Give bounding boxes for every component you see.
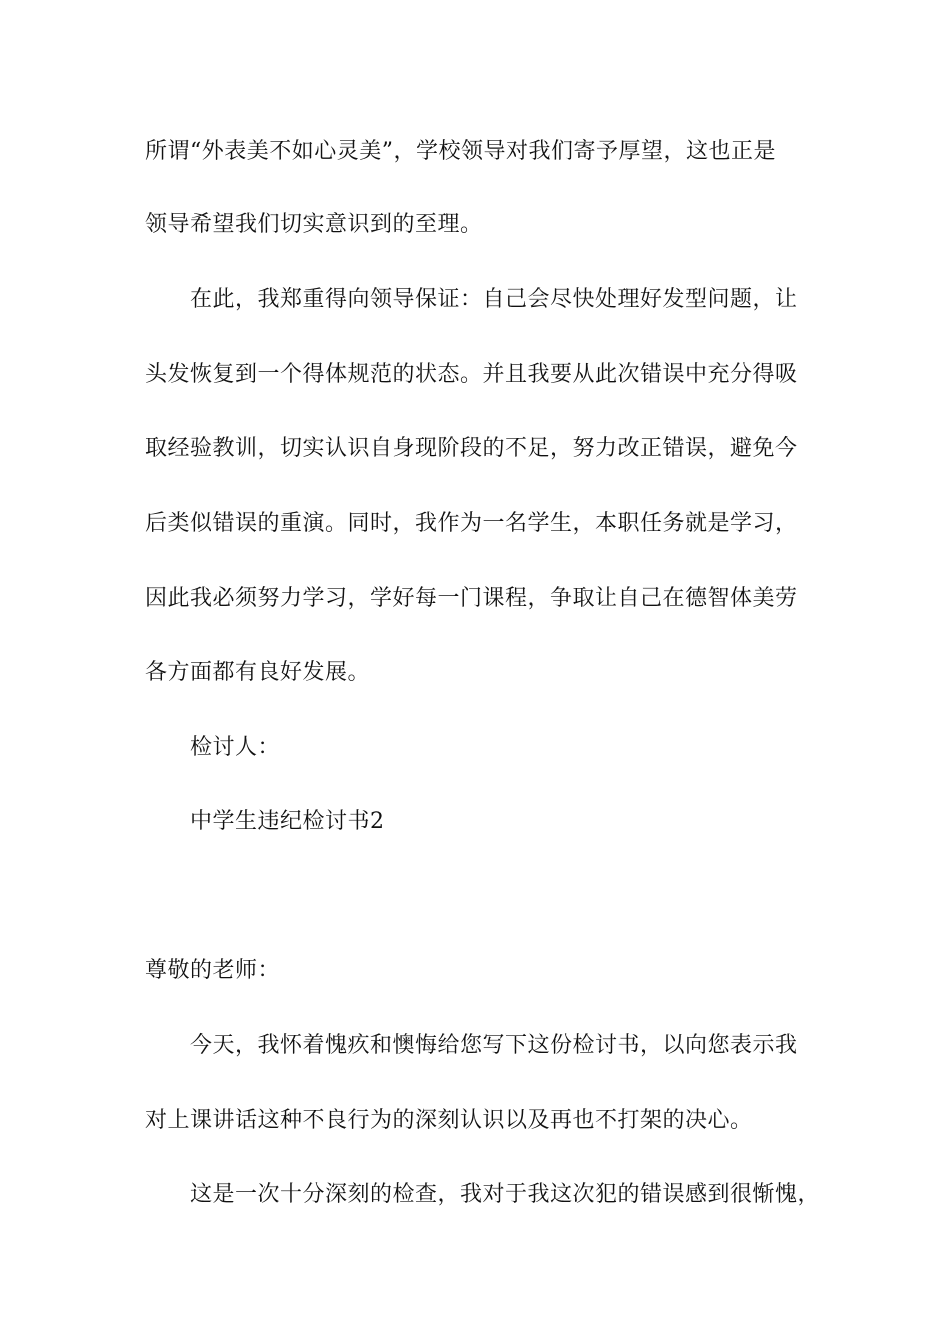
paragraph-line: 头发恢复到一个得体规范的状态。并且我要从此次错误中充分得吸 xyxy=(145,362,798,387)
paragraph-line: 所谓“外表美不如心灵美”，学校领导对我们寄予厚望，这也正是 xyxy=(145,139,776,164)
section-title: 中学生违纪检讨书2 xyxy=(190,809,385,834)
paragraph-line: 各方面都有良好发展。 xyxy=(145,660,371,685)
paragraph-line: 取经验教训，切实认识自身现阶段的不足，努力改正错误，避免今 xyxy=(145,436,798,461)
paragraph-line: 在此，我郑重得向领导保证：自己会尽快处理好发型问题，让 xyxy=(190,287,798,312)
salutation: 尊敬的老师： xyxy=(145,958,281,983)
paragraph-line: 因此我必须努力学习，学好每一门课程，争取让自己在德智体美劳 xyxy=(145,586,798,611)
signature-label: 检讨人： xyxy=(190,735,281,760)
paragraph-line: 今天，我怀着愧疚和懊悔给您写下这份检讨书，以向您表示我 xyxy=(190,1033,798,1058)
paragraph-line: 后类似错误的重演。同时，我作为一名学生，本职任务就是学习， xyxy=(145,511,798,536)
paragraph-line: 领导希望我们切实意识到的至理。 xyxy=(145,212,483,237)
paragraph-line: 这是一次十分深刻的检查，我对于我这次犯的错误感到很惭愧， xyxy=(190,1182,821,1207)
paragraph-line: 对上课讲话这种不良行为的深刻认识以及再也不打架的决心。 xyxy=(145,1108,753,1133)
